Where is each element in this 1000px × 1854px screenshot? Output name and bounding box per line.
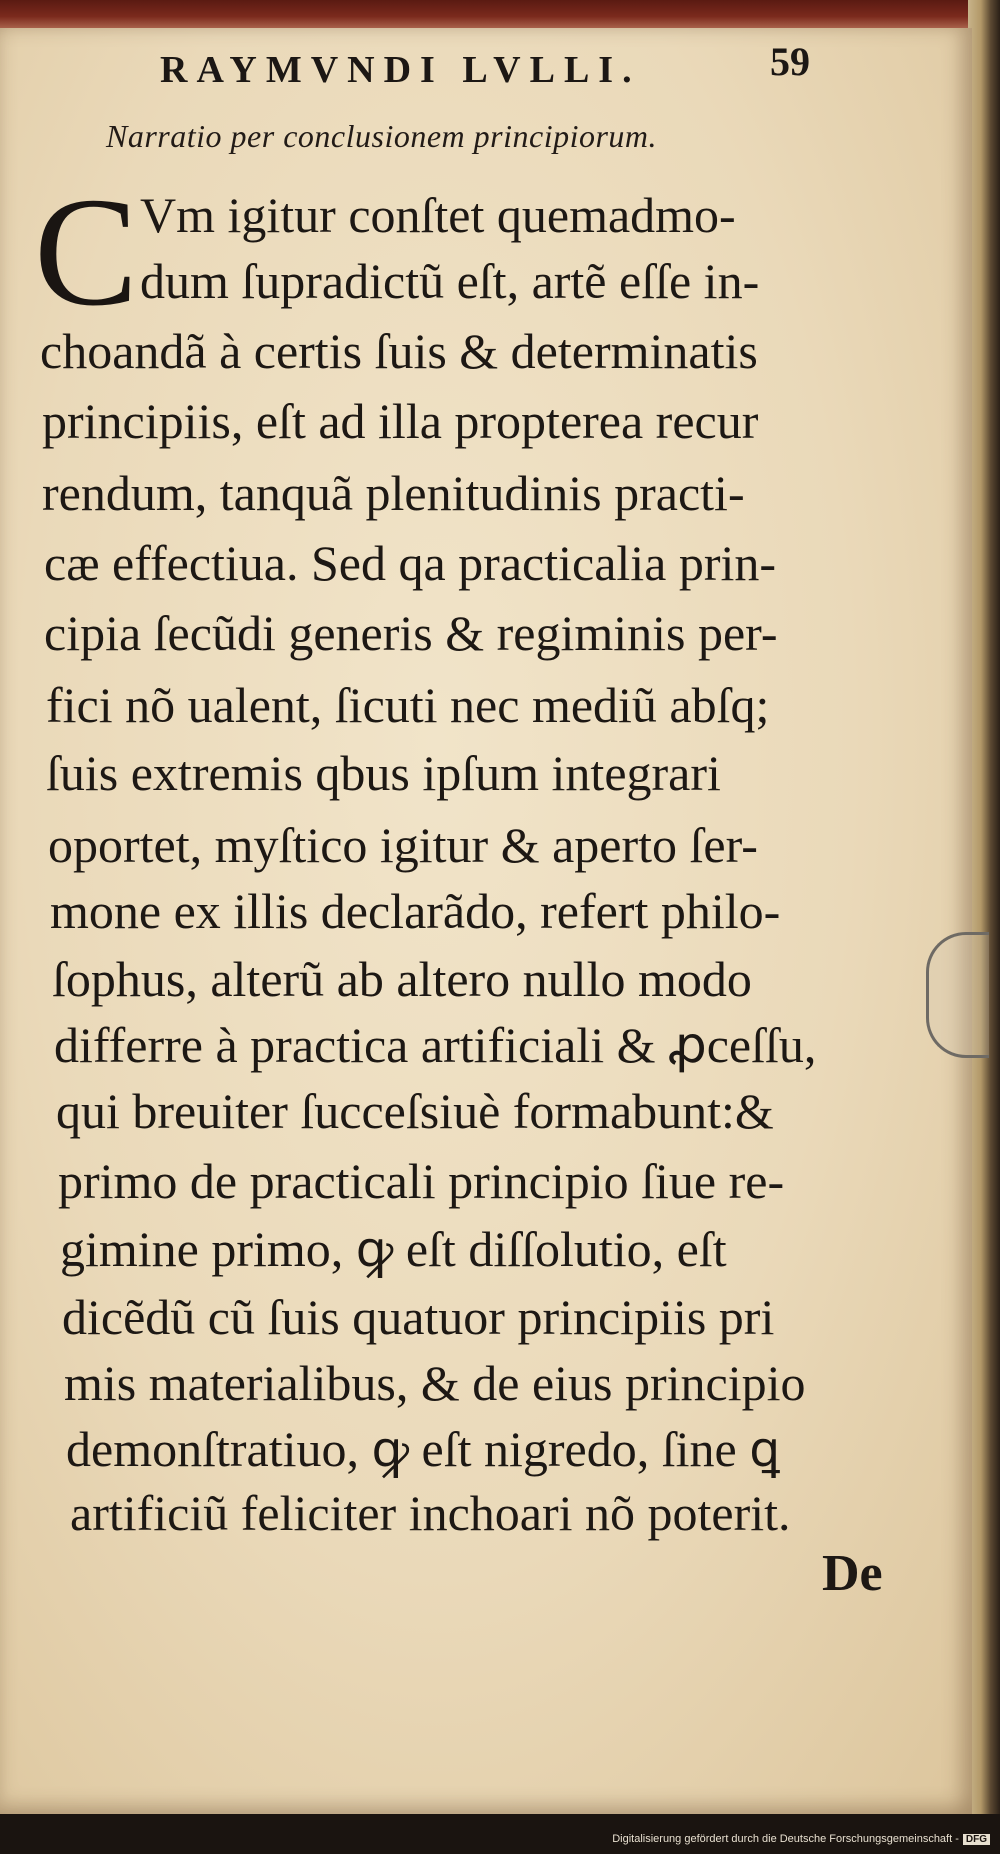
credit-text: Digitalisierung gefördert durch die Deutsche Forschungsgemeinschaft - (612, 1833, 959, 1845)
text-line: artificiũ feliciter inchoari nõ poterit. (70, 1485, 791, 1541)
text-line: dicẽdũ cũ ſuis quatuor principiis pri (62, 1289, 775, 1345)
text-line: ſuis extremis qbus ipſum integrari (46, 745, 721, 801)
text-line: mone ex illis declarãdo, refert philo- (50, 883, 781, 939)
dfg-logo: DFG (963, 1834, 990, 1845)
text-line: dum ſupradictũ eſt, artẽ eſſe in- (140, 253, 760, 309)
text-line: differre à practica artificiali & ꝓceſſu, (54, 1017, 817, 1073)
text-line: choandã à certis ſuis & determinatis (40, 323, 758, 379)
text-line: rendum, tanquã plenitudinis practi- (42, 465, 745, 521)
text-line: fici nõ ualent, ſicuti nec mediũ abſq; (46, 677, 770, 733)
page-number: 59 (770, 39, 810, 84)
text-line: principiis, eſt ad illa propterea recur (42, 393, 759, 449)
page-clip (926, 932, 989, 1058)
text-line: ſophus, alterũ ab altero nullo modo (52, 951, 752, 1007)
text-line: Vm igitur conſtet quemadmo- (140, 187, 736, 243)
text-line: oportet, myſtico igitur & aperto ſer- (48, 817, 758, 873)
catchword: De (822, 1545, 883, 1602)
text-line: demonſtratiuo, ꝙ eſt nigredo, ſine ꝗ (66, 1421, 780, 1477)
section-subtitle: Narratio per conclusionem principiorum. (106, 118, 658, 154)
text-line: cipia ſecũdi generis & regiminis per- (44, 605, 778, 661)
text-line: qui breuiter ſucceſsiuè formabunt:& (56, 1083, 774, 1139)
running-head: RAYMVNDI LVLLI. (160, 49, 641, 91)
text-line: gimine primo, ꝙ eſt diſſolutio, eſt (60, 1221, 727, 1277)
text-line: primo de practicali principio ſiue re- (58, 1153, 785, 1209)
digitization-credit (612, 1833, 990, 1845)
text-line: mis materialibus, & de eius principio (64, 1355, 806, 1411)
drop-initial: C (34, 165, 139, 338)
text-line: cæ effectiua. Sed qa practicalia prin- (44, 535, 777, 591)
book-foreedge (968, 0, 1000, 1854)
